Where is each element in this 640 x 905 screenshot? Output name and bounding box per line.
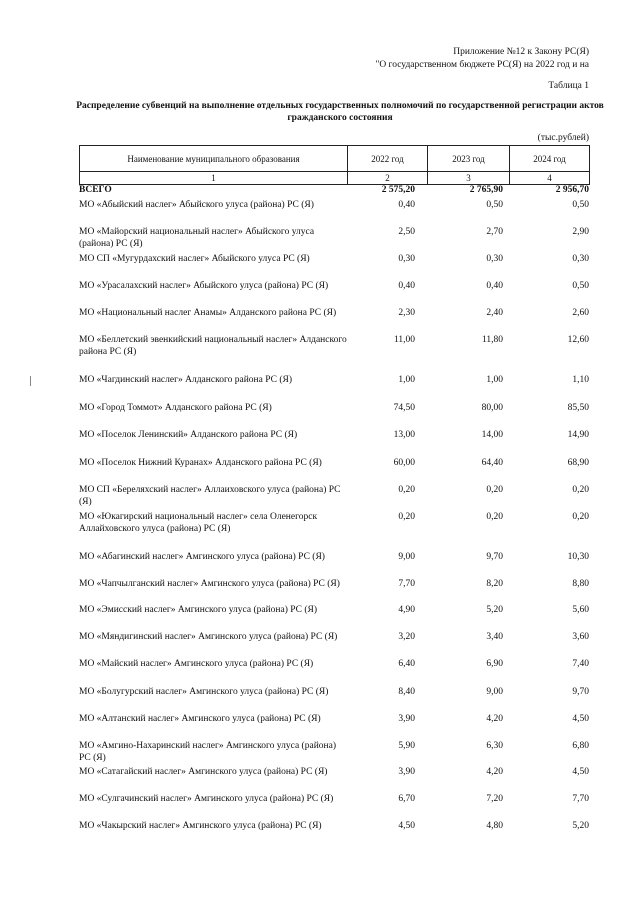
column-header-2022: 2022 год	[348, 146, 428, 172]
municipality-name: МО «Сулгачинский наслег» Амгинского улуса (района) РС (Я)	[79, 794, 334, 804]
value-2022: 7,70	[398, 579, 415, 589]
municipality-name: МО СП «Береляхский наслег» Аллаиховского улуса (района) РС (Я)	[79, 485, 341, 507]
value-2023: 0,20	[486, 512, 503, 522]
value-2023: 6,90	[486, 659, 503, 669]
value-2023: 4,20	[486, 767, 503, 777]
column-number-3: 3	[428, 172, 510, 185]
value-2024: 0,30	[572, 254, 589, 264]
value-2024: 0,50	[572, 200, 589, 210]
value-2022: 9,00	[398, 552, 415, 562]
value-2024: 85,50	[567, 403, 589, 413]
municipality-name: МО «Эмисский наслег» Амгинского улуса (района) РС (Я)	[79, 605, 318, 615]
municipality-name: МО «Чакырский наслег» Амгинского улуса (района) РС (Я)	[79, 821, 322, 831]
value-2023: 0,30	[486, 254, 503, 264]
municipality-name: МО «Юкагирский национальный наслег» села Оленегорск Аллайховского улуса (района) РС (Я)	[79, 512, 318, 534]
total-label: ВСЕГО	[79, 185, 112, 195]
value-2022: 60,00	[393, 458, 415, 468]
value-2023: 2,70	[486, 227, 503, 237]
column-header-2024: 2024 год	[510, 146, 590, 172]
value-2022: 4,90	[398, 605, 415, 615]
municipality-name: МО «Майский наслег» Амгинского улуса (района) РС (Я)	[79, 659, 314, 669]
value-2023: 80,00	[481, 403, 503, 413]
value-2024: 0,20	[572, 512, 589, 522]
value-2023: 9,70	[486, 552, 503, 562]
municipality-name: МО «Поселок Ленинский» Алданского района РС (Я)	[79, 430, 298, 440]
law-title-header: "О государственном бюджете РС(Я) на 2022 год и на	[375, 60, 589, 70]
value-2022: 5,90	[398, 741, 415, 751]
column-header-2023: 2023 год	[428, 146, 510, 172]
municipality-name: МО «Поселок Нижний Куранах» Алданского района РС (Я)	[79, 458, 322, 468]
value-2022: 0,40	[398, 200, 415, 210]
value-2023: 8,20	[486, 579, 503, 589]
municipality-name: МО «Национальный наслег Анамы» Алданского района РС (Я)	[79, 308, 337, 318]
document-title: Распределение субвенций на выполнение отдельных государственных полномочий по государственной регистрации актов гражданского состояния	[76, 101, 604, 123]
value-2023: 9,00	[486, 687, 503, 697]
value-2024: 9,70	[572, 687, 589, 697]
value-2022: 74,50	[393, 403, 415, 413]
value-2022: 2,30	[398, 308, 415, 318]
value-2023: 4,80	[486, 821, 503, 831]
value-2024: 5,20	[572, 821, 589, 831]
municipality-name: МО «Чагдинский наслег» Алданского района РС (Я)	[79, 375, 292, 385]
municipality-name: МО «Город Томмот» Алданского района РС (Я)	[79, 403, 272, 413]
value-2022: 3,90	[398, 714, 415, 724]
municipality-name: МО «Амгино-Нахаринский наслег» Амгинского улуса (района) РС (Я)	[79, 741, 336, 763]
municipality-name: МО «Урасалахский наслег» Абыйского улуса (района) РС (Я)	[79, 281, 329, 291]
column-number-2: 2	[348, 172, 428, 185]
value-2022: 0,40	[398, 281, 415, 291]
value-2022: 4,50	[398, 821, 415, 831]
margin-mark	[30, 376, 31, 386]
municipality-name: МО «Чапчылганский наслег» Амгинского улуса (района) РС (Я)	[79, 579, 340, 589]
municipality-name: МО «Абыйский наслег» Абыйского улуса (района) РС (Я)	[79, 200, 314, 210]
municipality-name: МО «Майорский национальный наслег» Абыйского улуса (района) РС (Я)	[79, 227, 315, 249]
total-2024: 2 956,70	[555, 185, 589, 195]
units-label: (тыс.рублей)	[537, 133, 589, 143]
value-2024: 4,50	[572, 714, 589, 724]
municipality-name: МО «Беллетский эвенкийский национальный наслег» Алданского района РС (Я)	[79, 335, 347, 357]
value-2022: 0,30	[398, 254, 415, 264]
municipality-name: МО «Мяндигинский наслег» Амгинского улуса (района) РС (Я)	[79, 632, 338, 642]
value-2022: 6,70	[398, 794, 415, 804]
value-2024: 4,50	[572, 767, 589, 777]
value-2024: 2,90	[572, 227, 589, 237]
column-number-4: 4	[510, 172, 590, 185]
value-2024: 10,30	[567, 552, 589, 562]
value-2022: 3,90	[398, 767, 415, 777]
value-2022: 3,20	[398, 632, 415, 642]
value-2024: 5,60	[572, 605, 589, 615]
municipality-name: МО «Болугурский наслег» Амгинского улуса (района) РС (Я)	[79, 687, 329, 697]
value-2024: 0,50	[572, 281, 589, 291]
municipality-name: МО «Сатагайский наслег» Амгинского улуса (района) РС (Я)	[79, 767, 328, 777]
value-2023: 0,50	[486, 200, 503, 210]
value-2024: 3,60	[572, 632, 589, 642]
column-number-1: 1	[80, 172, 348, 185]
table-number: Таблица 1	[548, 81, 589, 91]
value-2023: 4,20	[486, 714, 503, 724]
municipality-name: МО СП «Мугурдахский наслег» Абыйского улуса РС (Я)	[79, 254, 310, 264]
value-2023: 64,40	[481, 458, 503, 468]
value-2024: 12,60	[567, 335, 589, 345]
value-2022: 6,40	[398, 659, 415, 669]
value-2024: 7,40	[572, 659, 589, 669]
value-2023: 0,40	[486, 281, 503, 291]
column-header-name: Наименование муниципального образования	[80, 146, 348, 172]
municipality-name: МО «Алтанский наслег» Амгинского улуса (района) РС (Я)	[79, 714, 321, 724]
value-2022: 11,00	[393, 335, 415, 345]
value-2023: 6,30	[486, 741, 503, 751]
value-2023: 11,80	[481, 335, 503, 345]
value-2022: 13,00	[393, 430, 415, 440]
value-2024: 8,80	[572, 579, 589, 589]
municipality-name: МО «Абагинский наслег» Амгинского улуса (района) РС (Я)	[79, 552, 325, 562]
table-header	[79, 145, 590, 185]
value-2023: 2,40	[486, 308, 503, 318]
value-2023: 1,00	[486, 375, 503, 385]
value-2023: 14,00	[481, 430, 503, 440]
value-2022: 1,00	[398, 375, 415, 385]
value-2022: 8,40	[398, 687, 415, 697]
value-2023: 5,20	[486, 605, 503, 615]
value-2023: 7,20	[486, 794, 503, 804]
value-2022: 0,20	[398, 485, 415, 495]
value-2024: 7,70	[572, 794, 589, 804]
value-2024: 6,80	[572, 741, 589, 751]
appendix-header: Приложение №12 к Закону РС(Я)	[453, 47, 589, 57]
value-2023: 3,40	[486, 632, 503, 642]
value-2024: 0,20	[572, 485, 589, 495]
value-2024: 68,90	[567, 458, 589, 468]
total-2023: 2 765,90	[469, 185, 503, 195]
value-2022: 2,50	[398, 227, 415, 237]
value-2023: 0,20	[486, 485, 503, 495]
value-2022: 0,20	[398, 512, 415, 522]
value-2024: 2,60	[572, 308, 589, 318]
value-2024: 1,10	[572, 375, 589, 385]
value-2024: 14,90	[567, 430, 589, 440]
total-2022: 2 575,20	[381, 185, 415, 195]
